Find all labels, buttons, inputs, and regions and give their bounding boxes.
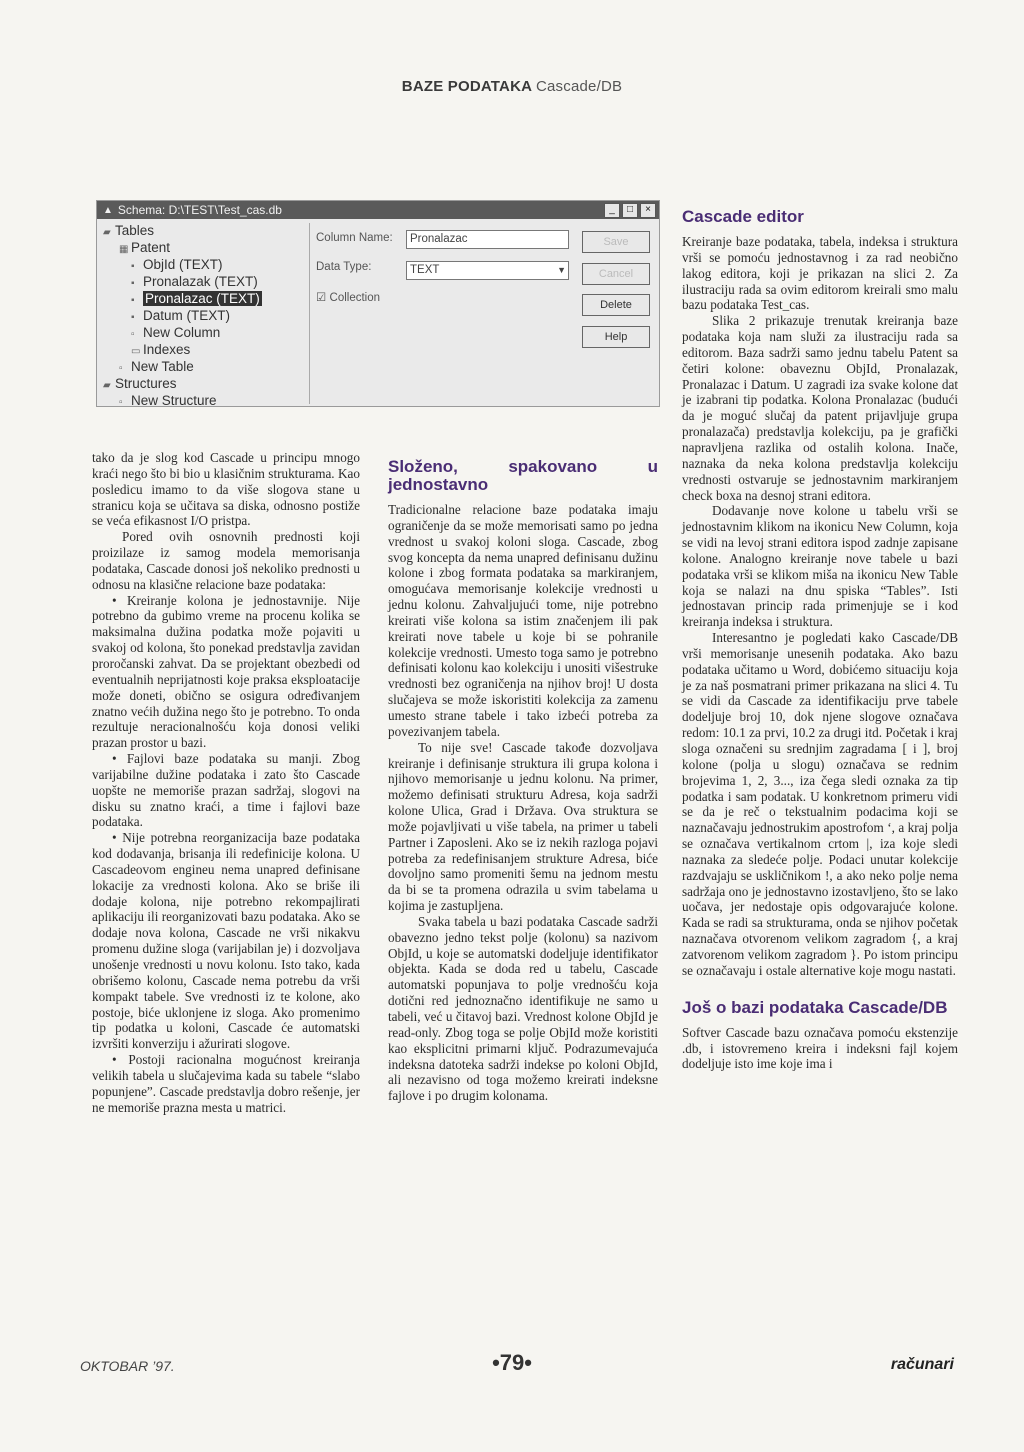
tree-new-table: ▫ New Table <box>119 359 194 374</box>
table-icon: ▦ <box>119 244 129 255</box>
tree-new-structure: ▫ New Structure <box>119 393 217 408</box>
save-button: Save <box>582 231 650 253</box>
col3-paragraph-5: Softver Cascade bazu označava pomoću ekstenzije .db, i istovremeno kreira i indeksni fajl kojem dodeljuje isto ime koje ima i <box>682 1024 958 1072</box>
checkbox-checked-icon: ☑ <box>316 292 327 304</box>
col3-paragraph-4: Interesantno je pogledati kako Cascade/DB vrši memorisanje unesenih podataka. Ako bazu podataka učitamo u Word, dobićemo situaciju koja je za naš posmatrani primer prikazana na slici 4. Tu se vidi da Cascade za identifikaciju prve tabele dodeljuje broj 10, dok njene slogove označava redom: 10.1 za prvi, 10.2 za drugi itd. Početak i kraj sloga označeni su srednjim zagradama [ i ], broj kolone (polja u slogu) označava se rednim brojevima 1, 2, 3..., iza čega sledi oznaka za tip podatka i sam podatak. U konkretnom primeru vidi se da je reč o tekstualnim podacima koji se naznačavaju jednostrukim apostrofom ‘, a kraj polja se označava vertikalnom crtom |, iza koje sledi naznaka za sledeće polje. Podaci unutar kolekcije razdvajaju se uskličnikom !, a ako neko polje nema sadržaja ono je jednostavno izostavljeno, što se lako uočava, jer nedostaje opis odgovarajuće kolone. Kada se radi sa strukturama, onda se njihov početak naznačava otvorenom velikom zagradom {, a kraj zatvorenom velikom zagradom }. Po istom principu se označavaju i ostale alternative koje mogu nastati. <box>682 630 958 978</box>
column-icon: ▪ <box>131 312 135 323</box>
col3-paragraph-2: Slika 2 prikazuje trenutak kreiranja baze podataka koja nam služi za ilustraciju rada sa editorom. Baza sadrži samo jednu tabelu Patent sa četiri kolone: obaveznu ObjId, Pronalazak, Pronalazac i Datum. U zagradi iza svake kolone dat je izabrani tip podatka. Kolona Pronalazac (budući da je moguć slučaj da patent prijavljuje grupa pronalazača) predstavlja kolekciju, pa je grafički napravljena razlika od ostalih kolona. Inače, naznaka da neka kolona predstavlja kolekciju vrednosti ostvaruje se jednostavnim markiranjem check boxa na desnoj strani editora. <box>682 313 958 503</box>
cancel-button: Cancel <box>582 263 650 285</box>
column-properties-panel <box>309 223 658 404</box>
maximize-icon: □ <box>622 203 638 218</box>
col2-paragraph-2: To nije sve! Cascade takođe dozvoljava kreiranje i definisanje struktura ili grupa kolona i njihovo memorisanje u jednu kolonu. Na primer, možemo definisati strukturu Adresa, koja sadrži kolone Ulica, Grad i Država. Ova struktura se može pojavljivati u više tabela, na primer u tabeli Partner i Zaposleni. Ako se iz nekih razloga pojavi potreba za redefinisanjem strukture Adresa, biće dovoljno samo promeniti šemu na jednom mestu da bi se ta promena odrazila u svim tabelama u kojima je zastupljena. <box>388 739 658 914</box>
col1-bullet-1: • Kreiranje kolona je jednostavnije. Nije potrebno da gubimo vreme na procenu kolika se maksimalna dužina podatka može pojaviti u svakoj od kolona, što ponekad predstavlja zavidan proročanski zahvat. Da se projektant obezbedi od eventualnih neprijatnosti koje praksa eksploatacije može doneti, obično se osigura određivanjem znatno većih dužina nego što je potrebno. To onda rezultuje neracionalnošću koja donosi veliki prazan prostor u bazi. <box>92 592 360 751</box>
col1-bullet-3: • Nije potrebna reorganizacija baze podataka kod dodavanja, brisanja ili redefinicije kolona. U Cascadeovom engineu nema unapred definisane lokacije za vrednosti kolona. Ako se briše ili dodaje kolona, nije potrebno rekompajlirati aplikaciju ili reorganizovati bazu podataka. Ako se dodaje nova kolona, Cascade ne vrši nikakvu promenu dužine sloga (varijabilan je) i dozvoljava unošenje vrednosti u novu kolonu. Isto tako, kada obrišemo kolonu, Cascade nema potrebu da vrši kompakt tabele. Sve vrednosti iz te kolone, ako postoje, biće uklonjene iz sloga. Ako promenimo tip podatka u koloni, Cascade će automatski izvršiti konverziju i ažurirati slogove. <box>92 830 360 1052</box>
col3-paragraph-1: Kreiranje baze podataka, tabela, indeksa i struktura vrši se pomoću jednostavnog i za rad neobično lakog editora, koji je prikazan na slici 2. Za ilustraciju rada sa ovim editorom kreirali smo malu bazu podataka Test_cas. <box>682 234 958 313</box>
col1-bullet-4: • Postoji racionalna mogućnost kreiranja velikih tabela u slučajevima kada su tabele “slabo popunjene”. Cascade predstavlja dobro rešenje, jer ne memoriše prazna mesta u matrici. <box>92 1052 360 1115</box>
column-name-label: Column Name: <box>316 232 393 244</box>
col1-bullet-2: • Fajlovi baze podataka su manji. Zbog varijabilne dužine podataka i zato što Cascade uopšte ne memoriše prazan sadržaj, slogovi na disku su znatno kraći, a time i fajlovi baze podataka. <box>92 751 360 830</box>
help-button: Help <box>582 326 650 348</box>
col3-heading-2: Još o bazi podataka Cascade/DB <box>682 997 948 1017</box>
data-type-select: TEXT ▼ <box>406 261 569 280</box>
minimize-icon: _ <box>604 203 620 218</box>
col2-paragraph-1: Tradicionalne relacione baze podataka imaju ograničenje da se može memorisati samo po jedna vrednost u svakoj koloni sloga. Cascade, zbog svog koncepta da nema unapred definisanu dužinu kolone i zbog formata podataka sa markiranjem, omogućava memorisanje kolekcije vrednosti u jednu kolonu. Zahvaljujući tome, nije potrebno kreirati više kolona sa istim značenjem ili pak kreirati nove tabele u koje bi se pohranile kolekcije vrednosti. Umesto toga samo je potrebno definisati kolonu kao kolekciju i unositi višestruke vrednosti bez ograničenja na njihov broj! U dosta slučajeva se može iskoristiti kolekcija za zamenu umesto strane tabele i tako izbeći potreba za povezivanjem tabela. <box>388 502 658 739</box>
tree-structures: ▰ Structures <box>103 376 177 391</box>
chevron-down-icon: ▼ <box>557 265 566 275</box>
col3-heading: Cascade editor <box>682 207 804 226</box>
tree-tables: ▰ Tables <box>103 223 155 238</box>
new-item-icon: ▫ <box>131 329 135 340</box>
window-controls <box>604 203 656 218</box>
col1-paragraph-1: tako da je slog kod Cascade u principu mnogo kraći nego što bi bio u klasičnim strukturama. Kao posledicu imamo to da više slogova stane u stranicu koja se učitava sa diska, odnosno postiže se veća efikasnost I/O pristpa. <box>92 450 360 529</box>
collection-checkbox: ☑ Collection <box>316 292 381 304</box>
tree-patent: ▦ Patent <box>119 240 171 255</box>
folder-icon: ▰ <box>103 380 111 391</box>
page-header <box>0 78 1024 95</box>
column-name-field: Pronalazac <box>406 230 569 249</box>
col1-paragraph-2: Pored ovih osnovnih prednosti koji proizilaze iz samog modela memorisanja podataka, Cascade donosi još nekoliko prednosti u odnosu na klasične relacione baze podataka: <box>92 529 360 592</box>
window-titlebar <box>97 201 659 219</box>
tree-indexes: ▭ Indexes <box>131 342 191 357</box>
new-item-icon: ▫ <box>119 397 123 408</box>
delete-button: Delete <box>582 294 650 316</box>
column-icon: ▪ <box>131 278 135 289</box>
header-title-light: Cascade/DB <box>535 78 623 95</box>
tree-column-pronalazak: ▪ Pronalazak (TEXT) <box>131 274 258 289</box>
article-column-2 <box>388 458 658 1104</box>
page-number: •79• <box>492 1350 532 1375</box>
app-icon: ▲ <box>103 204 113 216</box>
window-title: Schema: D:\TEST\Test_cas.db <box>117 203 282 217</box>
header-title-bold: BAZE PODATAKA <box>401 78 532 95</box>
col3-paragraph-3: Dodavanje nove kolone u tabelu vrši se jednostavnim klikom na ikonicu New Column, koja se vidi na levoj strani editora ispod zadnje zapisane kolone. Analogno kreiranje nove tabele u bazi podataka vrši se klikom miša na ikonicu New Table koja se nalazi na dnu spiska “Tables”. Isti jednostavan princip rada primenjuje se i kod kreiranja indeksa i struktura. <box>682 503 958 630</box>
tree-column-pronalazac: ▪ Pronalazac (TEXT) <box>131 291 260 306</box>
article-column-1 <box>92 450 360 1115</box>
col2-heading: Složeno, spakovano u jednostavno <box>388 457 658 494</box>
tree-new-column: ▫ New Column <box>131 325 221 340</box>
footer-issue: OKTOBAR ’97. <box>80 1358 175 1374</box>
article-column-3 <box>682 208 958 1072</box>
tree-column-objid: ▪ ObjId (TEXT) <box>131 257 223 272</box>
new-item-icon: ▫ <box>119 363 123 374</box>
folder-icon: ▰ <box>103 227 111 238</box>
tree-column-datum: ▪ Datum (TEXT) <box>131 308 231 323</box>
data-type-label: Data Type: <box>316 261 372 273</box>
schema-tree <box>103 223 308 410</box>
col2-paragraph-3: Svaka tabela u bazi podataka Cascade sadrži obavezno jedno tekst polje (kolonu) sa nazivom ObjId, u koje se automatski dodeljuje identifikator objekta. Kada se doda red u tabelu, Cascade automatski popunjava to polje vrednošću koja dotični red jednoznačno identifikuje ne samo u tabeli, već u čitavoj bazi. Vrednost kolone ObjId je read-only. Zbog toga se polje ObjId može koristiti kao eksplicitni primarni ključ. Podrazumevajuća indeksna datoteka sadrži indekse po koloni ObjId, ali nezavisno od toga možemo kreirati indeksne fajlove i po drugim kolonama. <box>388 913 658 1104</box>
close-icon: × <box>640 203 656 218</box>
collection-icon: ▪ <box>131 295 135 306</box>
index-icon: ▭ <box>131 346 141 357</box>
column-icon: ▪ <box>131 261 135 272</box>
magazine-logo: računari <box>890 1356 954 1373</box>
schema-editor-window <box>96 200 660 407</box>
